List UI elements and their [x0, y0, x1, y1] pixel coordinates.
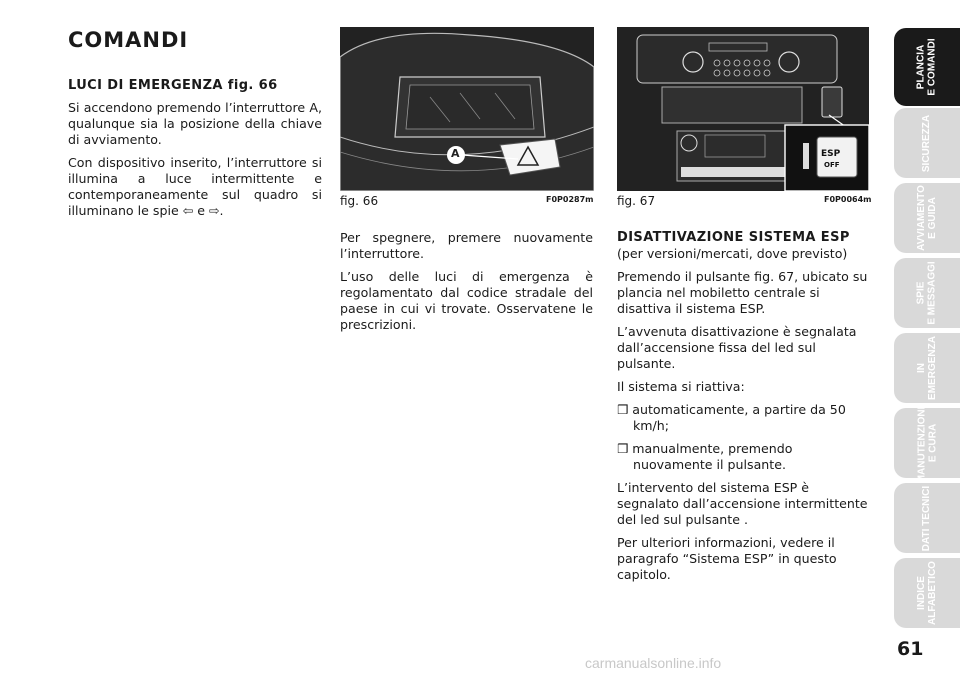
tab-manutenzione-e-cura[interactable]: MANUTENZIONE E CURA — [894, 408, 960, 478]
esp-button-label: ESP — [821, 149, 841, 159]
section-subheading: (per versioni/mercati, dove previsto) — [617, 246, 848, 261]
bullet-item: ❒ automaticamente, a partire da 50 km/h; — [617, 402, 846, 433]
tab-indice-alfabetico[interactable]: INDICE ALFABETICO — [894, 558, 960, 628]
tab-avviamento-e-guida[interactable]: AVVIAMENTO E GUIDA — [894, 183, 960, 253]
figure-66-code: F0P0287m — [546, 195, 594, 204]
paragraph: Per ulteriori informazioni, vedere il paragrafo “Sistema ESP” in questo capitolo. — [617, 535, 837, 582]
figure-67-image — [617, 27, 869, 191]
paragraph: Il sistema si riattiva: — [617, 379, 745, 394]
bullet-item: ❒ manualmente, premendo nuovamente il pulsante. — [617, 441, 793, 472]
paragraph: L’avvenuta disattivazione è segnalata dall’accensione fissa del led sul pulsante. — [617, 324, 857, 371]
column-3 — [617, 230, 869, 590]
esp-off-label: OFF — [824, 161, 840, 169]
watermark: carmanualsonline.info — [585, 655, 722, 671]
page-title: COMANDI — [68, 28, 189, 52]
paragraph: Premendo il pulsante fig. 67, ubicato su plancia nel mobiletto centrale si disattiva il sistema ESP. — [617, 269, 868, 316]
tab-plancia-e-comandi[interactable]: PLANCIA E COMANDI — [894, 28, 960, 106]
tab-dati-tecnici[interactable]: DATI TECNICI — [894, 483, 960, 553]
section-heading-emergency-lights: LUCI DI EMERGENZA fig. 66 — [68, 78, 278, 93]
tab-sicurezza[interactable]: SICUREZZA — [894, 108, 960, 178]
figure-label-a: A — [451, 147, 460, 160]
paragraph: L’intervento del sistema ESP è segnalato dall’accensione intermittente del led sul pulsante . — [617, 480, 868, 527]
figure-66-caption: fig. 66 — [340, 194, 379, 208]
paragraph: L’uso delle luci di emergenza è regolamentato dal codice stradale del paese in cui vi trovate. Osservatene le prescrizioni. — [340, 269, 593, 332]
paragraph: Per spegnere, premere nuovamente l’interruttore. — [340, 230, 593, 261]
paragraph: Si accendono premendo l’interruttore A, qualunque sia la posizione della chiave di avviamento. — [68, 100, 322, 147]
tab-spie-e-messaggi[interactable]: SPIE E MESSAGGI — [894, 258, 960, 328]
paragraph: Con dispositivo inserito, l’interruttore si illumina a luce intermittente e contemporaneamente sul quadro si illuminano le spie ⇦ e ⇨. — [68, 155, 322, 218]
figure-66-image — [340, 27, 594, 191]
tab-in-emergenza[interactable]: IN EMERGENZA — [894, 333, 960, 403]
figure-67-code: F0P0064m — [824, 195, 872, 204]
hazard-switch-illustration — [340, 27, 594, 191]
figure-67-caption: fig. 67 — [617, 194, 656, 208]
section-heading-esp: DISATTIVAZIONE SISTEMA ESP — [617, 230, 850, 245]
column-2 — [340, 230, 593, 340]
page-number: 61 — [897, 638, 924, 660]
column-1 — [68, 78, 322, 226]
